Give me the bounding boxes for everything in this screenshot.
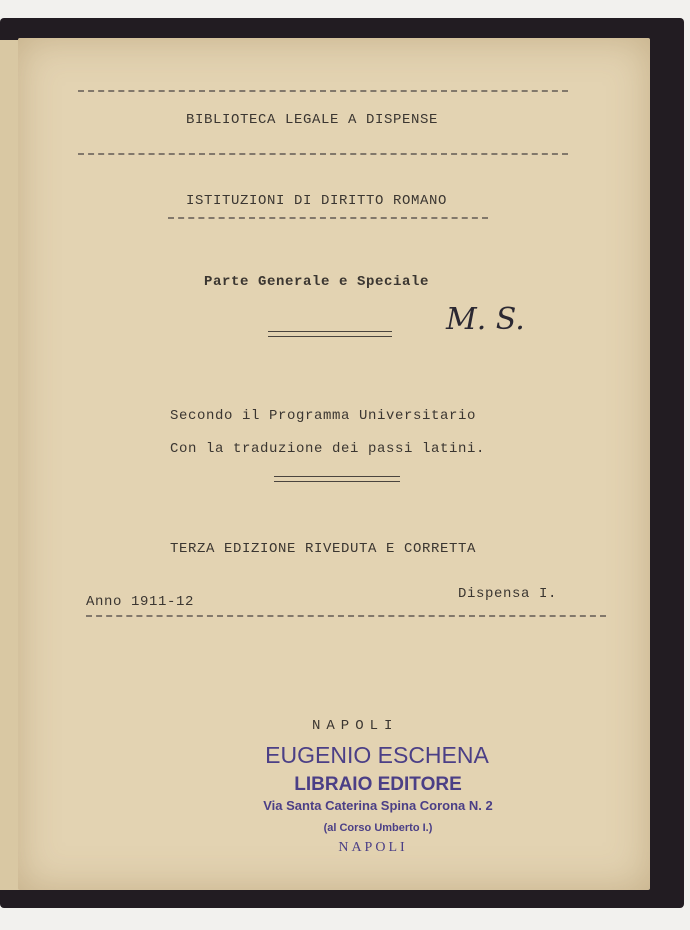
stamp-note: (al Corso Umberto I.) [323, 822, 433, 834]
title-page [18, 38, 650, 890]
issue-label: Dispensa I. [458, 586, 558, 602]
stamp-publisher: EUGENIO ESCHENA [265, 742, 489, 768]
ornament-rule [274, 476, 400, 482]
ornament-rule [268, 331, 392, 337]
title-underline [168, 217, 488, 219]
divider [86, 615, 606, 617]
divider [78, 90, 568, 92]
handwritten-signature: M. S. [446, 302, 525, 337]
divider [78, 153, 568, 155]
stamp-address: Via Santa Caterina Spina Corona N. 2 [263, 798, 493, 813]
year-label: Anno 1911-12 [86, 594, 195, 610]
stamp-role: LIBRAIO EDITORE [294, 774, 462, 795]
series-title: BIBLIOTECA LEGALE A DISPENSE [186, 112, 439, 128]
program-line-1: Secondo il Programma Universitario [170, 408, 477, 424]
city-typed: NAPOLI [312, 718, 399, 734]
book-title: ISTITUZIONI DI DIRITTO ROMANO [186, 193, 448, 209]
stamp-city: NAPOLI [338, 840, 408, 855]
edition-line: TERZA EDIZIONE RIVEDUTA E CORRETTA [170, 541, 477, 557]
program-line-2: Con la traduzione dei passi latini. [170, 441, 486, 457]
subtitle: Parte Generale e Speciale [204, 274, 430, 290]
